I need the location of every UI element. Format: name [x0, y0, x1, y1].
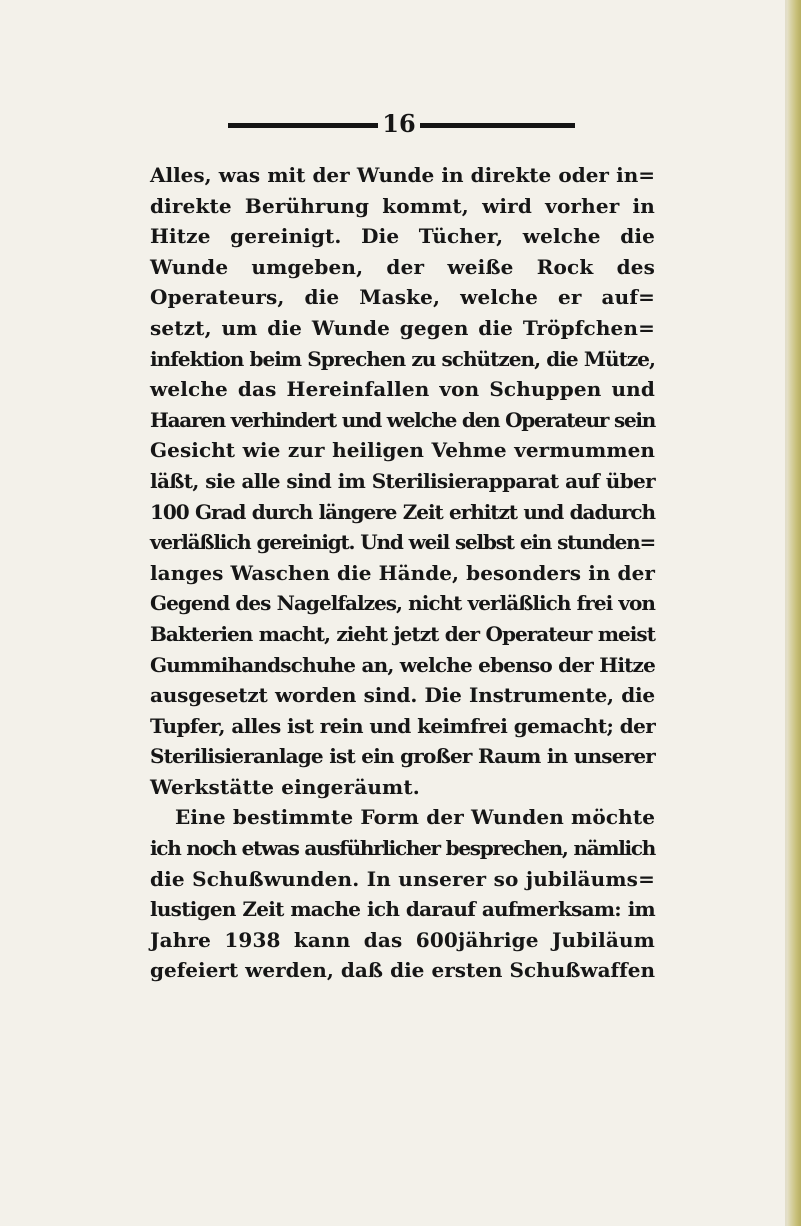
text-line: lustigen Zeit mache ich darauf aufmerksam: im: [150, 897, 655, 922]
text-line: Hitze gereinigt. Die Tücher, welche die: [150, 224, 655, 249]
text-line: Gummihandschuhe an, welche ebenso der Hitze: [150, 652, 655, 677]
text-line: Bakterien macht, zieht jetzt der Operateur meist: [150, 621, 655, 646]
text-line: direkte Berührung kommt, wird vorher in: [150, 193, 655, 218]
text-line: welche das Hereinfallen von Schuppen und: [150, 377, 655, 402]
text-line: Tupfer, alles ist rein und keimfrei gemacht; der: [150, 713, 656, 738]
text-line: die Schußwunden. In unserer so jubiläums=: [150, 866, 655, 891]
body-text: [150, 160, 655, 986]
text-line: ausgesetzt worden sind. Die Instrumente, die: [150, 683, 655, 708]
text-line: Gesicht wie zur heiligen Vehme vermummen: [150, 438, 655, 463]
text-line: Haaren verhindert und welche den Operateur sein: [150, 407, 655, 432]
text-line: Alles, was mit der Wunde in direkte oder in=: [150, 163, 655, 187]
text-line: Werkstätte eingeräumt.: [150, 774, 420, 799]
text-line: Gegend des Nagelfalzes, nicht verläßlich frei von: [150, 591, 655, 616]
text-line: Operateurs, die Maske, welche er auf=: [150, 285, 655, 310]
header-rule-left: [228, 123, 378, 128]
text-line: infektion beim Sprechen zu schützen, die Mütze,: [150, 346, 655, 371]
text-line: ich noch etwas ausführlicher besprechen, nämlich: [150, 836, 655, 861]
text-line: 100 Grad durch längere Zeit erhitzt und dadurch: [150, 499, 655, 524]
page-header: [228, 108, 575, 138]
text-line: setzt, um die Wunde gegen die Tröpfchen=: [150, 315, 655, 340]
text-line: Sterilisieranlage ist ein großer Raum in unserer: [150, 744, 655, 769]
page-number: 16: [382, 109, 416, 138]
text-line: läßt, sie alle sind im Sterilisierapparat auf über: [150, 468, 655, 493]
text-line: gefeiert werden, daß die ersten Schußwaffen: [150, 958, 655, 983]
page-edge: [785, 0, 801, 1226]
text-line: Wunde umgeben, der weiße Rock des: [150, 254, 655, 279]
text-line: Eine bestimmte Form der Wunden möchte: [175, 805, 656, 830]
header-rule-right: [420, 123, 575, 128]
text-line: Jahre 1938 kann das 600jährige Jubiläum: [150, 927, 655, 952]
text-line: verläßlich gereinigt. Und weil selbst ein stunden=: [150, 530, 655, 555]
text-line: langes Waschen die Hände, besonders in der: [150, 560, 655, 585]
